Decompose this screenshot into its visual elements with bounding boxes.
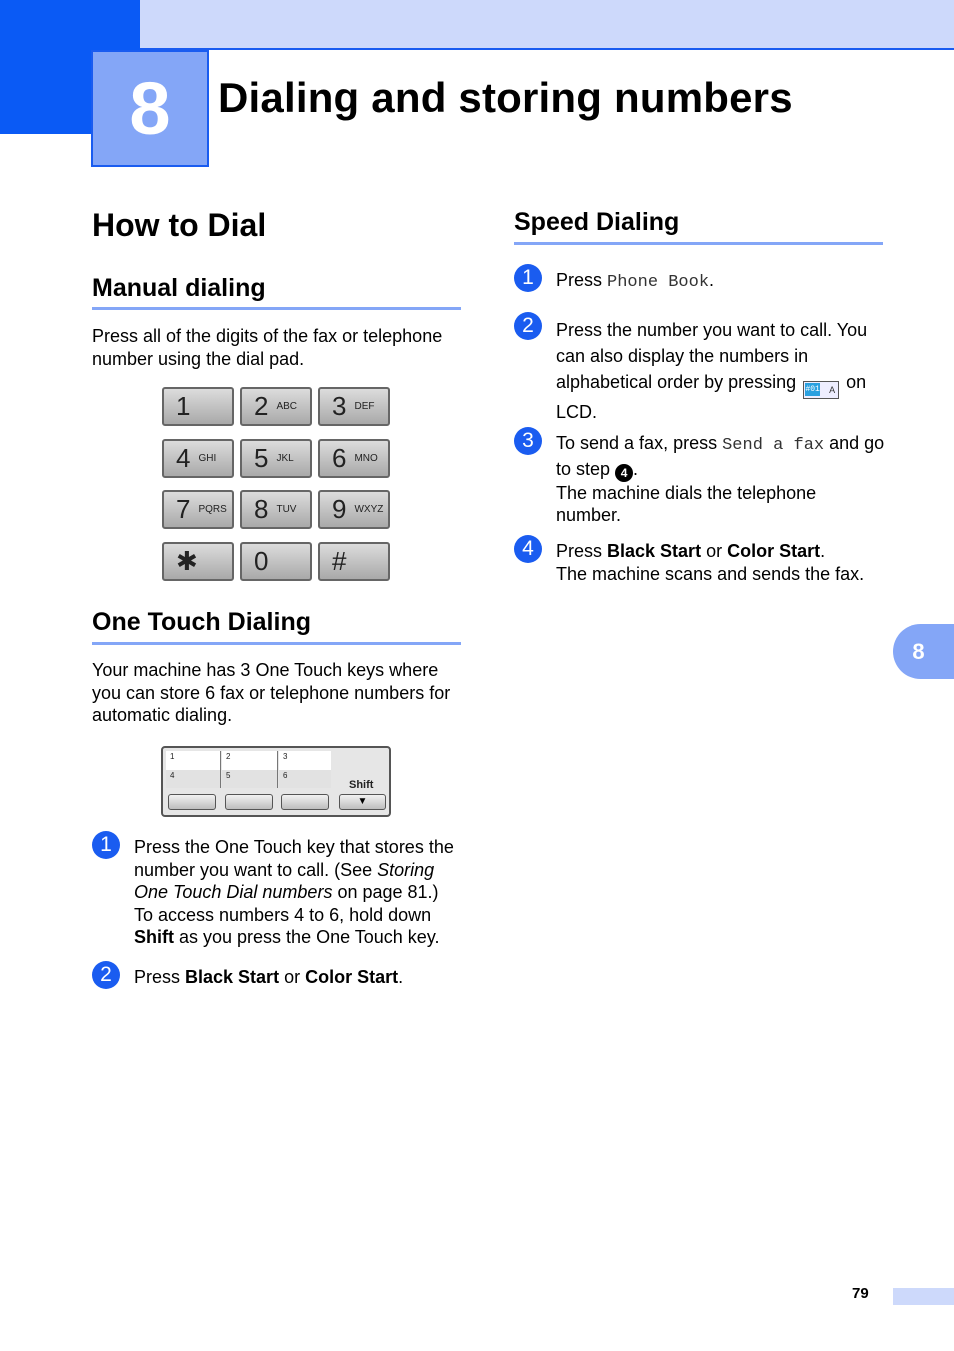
dialpad-key-5[interactable]: 5 JKL [240, 439, 312, 478]
dialpad-key-9[interactable]: 9 WXYZ [318, 490, 390, 529]
one-touch-panel [161, 746, 391, 817]
heading-rule [514, 242, 883, 245]
page-number-bar [893, 1288, 954, 1305]
shift-button[interactable]: ▼ [339, 794, 386, 810]
dialpad-key-star[interactable]: ✱ [162, 542, 234, 581]
step-ref-icon: 4 [615, 464, 633, 482]
heading-rule [92, 642, 461, 645]
dialpad-key-1[interactable]: 1 [162, 387, 234, 426]
one-touch-step-2-text: Press Black Start or Color Start. [134, 967, 404, 987]
one-touch-key-2[interactable] [225, 794, 273, 810]
one-touch-slot-2: 2 [222, 751, 278, 770]
one-touch-step-1-text: Press the One Touch key that stores the number you want to call. (See Storing One Touch Dial numbers on page 81.) To access numbers 4 to 6, hold down Shift as you press the One Touch key. [134, 837, 454, 947]
one-touch-slot-5: 5 [222, 770, 278, 788]
heading-rule [92, 307, 461, 310]
header-band [0, 0, 954, 50]
dialpad-key-0[interactable]: 0 [240, 542, 312, 581]
chapter-number-box [91, 50, 209, 167]
chapter-title: Dialing and storing numbers [218, 74, 793, 121]
subsection-title-one-touch: One Touch Dialing [92, 608, 311, 636]
one-touch-slot-6: 6 [279, 770, 331, 788]
one-touch-slot-1: 1 [166, 751, 221, 770]
page-number: 79 [852, 1285, 869, 1302]
one-touch-key-3[interactable] [281, 794, 329, 810]
speed-step-3-text: To send a fax, press Send a fax and go to step 4 . The machine dials the telephone number. [556, 433, 885, 526]
step-number: 1 [514, 264, 542, 292]
section-title-how-to-dial: How to Dial [92, 207, 267, 243]
chapter-side-tab: 8 [893, 624, 954, 679]
one-touch-slot-3: 3 [279, 751, 331, 770]
one-touch-slot-4: 4 [166, 770, 221, 788]
dialpad-key-4[interactable]: 4 GHI [162, 439, 234, 478]
dialpad-key-6[interactable]: 6 MNO [318, 439, 390, 478]
one-touch-key-1[interactable] [168, 794, 216, 810]
step-number: 3 [514, 427, 542, 455]
dialpad-key-8[interactable]: 8 TUV [240, 490, 312, 529]
section-title-speed-dialing: Speed Dialing [514, 208, 680, 236]
speed-step-4-text: Press Black Start or Color Start. The machine scans and sends the fax. [556, 541, 865, 584]
step-number: 2 [514, 312, 542, 340]
shift-label: Shift [349, 779, 374, 791]
speed-step-2-text: Press the number you want to call. You can also display the numbers in alphabetical order by pressing #01 A on LCD. [556, 320, 868, 422]
search-key-icon: #01 A [803, 381, 839, 399]
step-number: 1 [92, 831, 120, 859]
step-number: 4 [514, 535, 542, 563]
step-number: 2 [92, 961, 120, 989]
dialpad-key-hash[interactable]: # [318, 542, 390, 581]
dialpad-key-3[interactable]: 3 DEF [318, 387, 390, 426]
dialpad-key-7[interactable]: 7 PQRS [162, 490, 234, 529]
speed-step-1-text: Press Phone Book. [556, 270, 715, 292]
one-touch-text: Your machine has 3 One Touch keys where you can store 6 fax or telephone numbers for automatic dialing. [92, 660, 451, 725]
manual-dialing-text: Press all of the digits of the fax or telephone number using the dial pad. [92, 326, 443, 369]
dial-pad [162, 387, 392, 583]
chapter-number: 8 [129, 67, 171, 150]
dialpad-key-2[interactable]: 2 ABC [240, 387, 312, 426]
subsection-title-manual-dialing: Manual dialing [92, 274, 266, 302]
